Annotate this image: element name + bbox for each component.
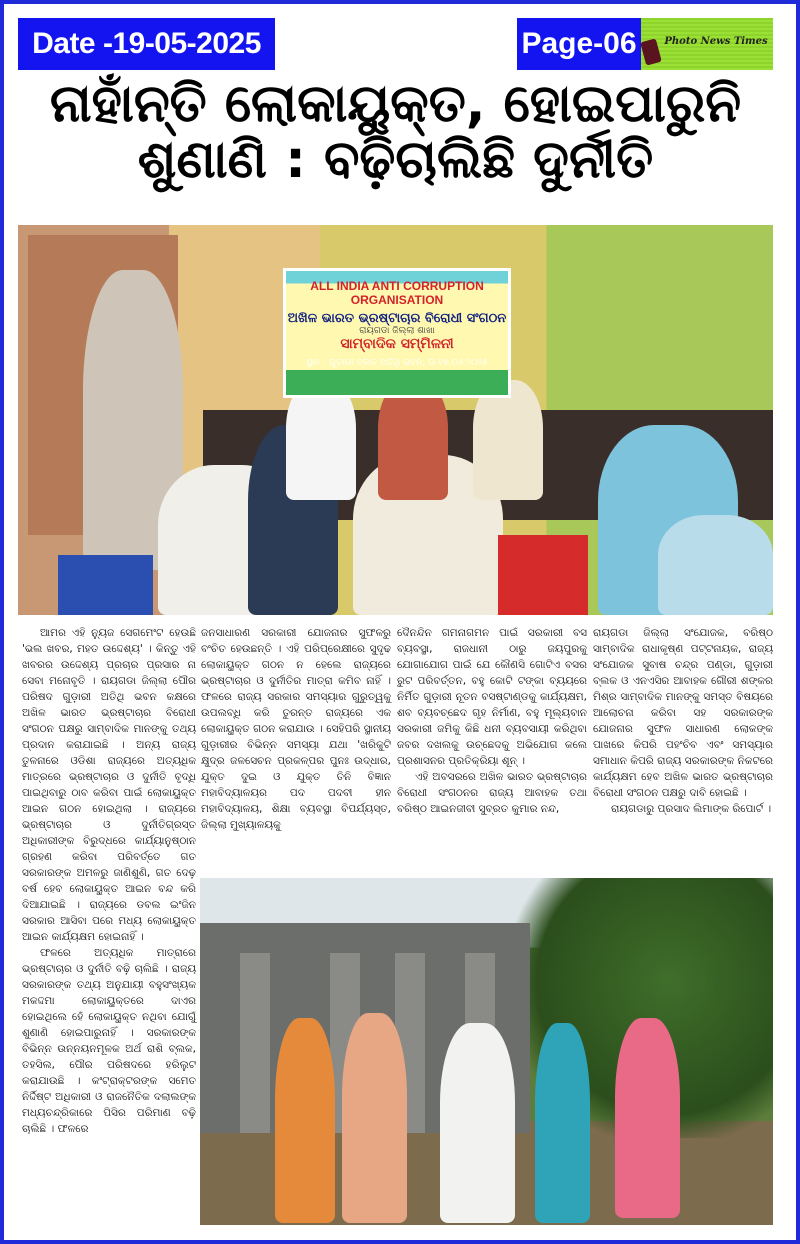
blue-chair: [58, 555, 153, 615]
panel-member: [286, 380, 356, 500]
person-standing: [440, 1023, 515, 1223]
article-column-3: [397, 625, 587, 817]
paragraph: ଏହି ଅବସରରେ ଅଖିଳ ଭାରତ ଭ୍ରଷ୍ଟାଚାର ବିରୋଧୀ ସଂଗଠନର ରାଜ୍ୟ ଆବାହକ ତଥା ବରିଷ୍ଠ ଆଇନଜୀବୀ ସୁବ୍ରତ କୁମାର ନନ୍ଦ,: [397, 771, 587, 815]
date-label: Date -19-05-2025: [18, 18, 275, 70]
paragraph: ଜନସାଧାରଣ ସରକାରୀ ଯୋଜନାର ସୁଫଳରୁ ବଂଚିତ ହେଉଛନ୍ତି । ଏହି ପରିପ୍ରେକ୍ଷୀରେ ସୁଦୃଢ ଲୋକାୟୁକ୍ତ ଗଠନ ନ ହେଲେ ରାଜ୍ୟରେ ଭ୍ରଷ୍ଟାଚାର ଓ ଦୁର୍ନୀତିର ମାତ୍ରା କମିବ ନାହିଁ । ଫଳରେ ରାଜ୍ୟ ସରକାର ସମସ୍ୟାର ଗୁରୁତ୍ୱକୁ ଉପଲବ୍ଧି କରି ତୁରନ୍ତ ରାଜ୍ୟରେ ଏକ ଲୋକାୟୁକ୍ତ ଗଠନ କରାଯାଉ । ସେହିପରି ସ୍ଥାନୀୟ ଗୁଡ଼ାରୀର ବିଭିନ୍ନ ସମସ୍ୟା ଯଥା 'ଖରିକୁଟି କ୍ଷୁଦ୍ର ଜଳସେଚନ ପ୍ରକଳ୍ପର ପୁନଃ ଉଦ୍ଧାର, ଯୁକ୍ତ ଦୁଇ ଓ ଯୁକ୍ତ ତିନି ବିଜ୍ଞାନ ମହାବିଦ୍ୟାଳୟର ପଦ ପଦବୀ ହୀନ ମହାବିଦ୍ୟାଳୟ, ଶିକ୍ଷା ବ୍ୟବସ୍ଥା ବିପର୍ଯ୍ୟସ୍ତ, ଜିଲ୍ଲା ମୁଖ୍ୟାଳୟକୁ: [201, 627, 391, 831]
paragraph: ଆମର ଏହି ନ୍ୟୁଜ ସେଗମେଂଟ ହେଉଛି 'ଭଲ ଖବର, ମହତ ଉଦ୍ଦେଶ୍ୟ' । କିନ୍ତୁ ଏହି ଖବରର ଉଦ୍ଦେଶ୍ୟ ପ୍ରଚାର ପ୍ରସାର ନା ସେବା ମନୋବୃତି । ରାୟଗଡା ଜିଲ୍ଲା ପୌର ପରିଷଦ ଗୁଡ଼ାରୀ ଅତିଥି ଭବନ କକ୍ଷରେ ଅଖିଳ ଭାରତ ଭ୍ରଷ୍ଟାଚାର ବିରୋଧୀ ସଂଗଠନ ପକ୍ଷରୁ ସାମ୍ବାଦିକ ମାନଙ୍କୁ ତଥ୍ୟ ପ୍ରଦାନ କରାଯାଇଛି । ଅନ୍ୟ ରାଜ୍ୟ ତୁଳନାରେ ଓଡିଶା ରାଜ୍ୟରେ ଅତ୍ୟଧିକ ମାତ୍ରରେ ଭ୍ରଷ୍ଟାଚାର ଓ ଦୁର୍ନୀତି ବୃଦ୍ଧି ପାଇଥିବାରୁ ଠାବ କରିବା ପାଇଁ ଲୋକାୟୁକ୍ତ ଆଇନ ଗଠନ ହୋଇଥିଲା । ରାଜ୍ୟରେ ଭ୍ରଷ୍ଟାଚାର ଓ ଦୁର୍ନୀତିଗ୍ରସ୍ତ ଅଧିକାରୀଙ୍କ ବିରୁଦ୍ଧରେ କାର୍ଯ୍ୟାନୁଷ୍ଠାନ ଗ୍ରହଣ କରିବା ପରିବର୍ତ୍ତେ ଗତ ସରକାରଙ୍କ ଅମଳରୁ ଜାଣିଶୁଣି, ଗତ ଦେଢ଼ ବର୍ଷ ହେବ ଲୋକାୟୁକ୍ତ ଆଇନ ବନ୍ଦ କରି ଦିଆଯାଇଛି । ରାଜ୍ୟରେ ଡବଲ ଇଂଜିନ ସରକାର ଆସିବା ପରେ ମଧ୍ୟ ଲୋକାୟୁକ୍ତ ଆଇନ କାର୍ଯ୍ୟକ୍ଷମ ହୋଇନାହିଁ ।: [22, 627, 196, 943]
audience-member: [658, 515, 773, 615]
camera-icon: [640, 38, 662, 65]
paragraph: ଦୈନନ୍ଦିନ ଗମନାଗମନ ପାଇଁ ସରକାରୀ ବସ ବ୍ୟବସ୍ଥା, ରାଜଧାନୀ ଠାରୁ ଜୟପୁରକୁ ଯୋଗାଯୋଗ ପାଇଁ ଯେ କୌଣସି ଗୋଟିଏ ବସର ରୁଟ ପରିବର୍ତ୍ତନ, ବହୁ କୋଟି ଟଙ୍କା ବ୍ୟୟରେ ନିର୍ମିତ ଗୁଡ଼ାରୀ ନୂତନ ବସଷ୍ଟାଣ୍ଡକୁ କାର୍ଯ୍ୟକ୍ଷମ, ଶବ ବ୍ୟବଚ୍ଛେଦ ଗୃହ ନିର୍ମାଣ, ବହୁ ମୂଲ୍ୟବାନ ସରକାରୀ ଜମିକୁ କିଛି ଧନୀ ବ୍ୟବସାୟୀ କରିଥିବା ଜବର ଦଖଲକୁ ଉଚ୍ଛେଦକୁ ଅଭିଯୋଗ କଲେ ପ୍ରଶାସନର ପ୍ରତିକ୍ରିୟା ଶୂନ୍ ।: [397, 627, 587, 767]
banner-english-title: ALL INDIA ANTI CORRUPTION ORGANISATION: [310, 279, 484, 307]
article-column-4: [593, 625, 773, 817]
banner-subtitle: ରାୟଗଡା ଜିଲ୍ଲା ଶାଖା: [359, 326, 435, 336]
banner-footer: ସ୍ଥାନ : ଗୁଡ଼ାରୀ ବ୍ଲକ ଅତିଥି ଭବନ, ତା-୧୭.୦୫.୨୦୨୫: [306, 358, 488, 368]
person-standing: [615, 1018, 680, 1218]
logo-text: Photo News Times: [664, 36, 768, 47]
banner-event-title: ସାମ୍ବାଦିକ ସମ୍ମିଳନୀ: [340, 336, 454, 352]
paragraph: ଫଳରେ ଅତ୍ୟଧିକ ମାତ୍ରାରେ ଭ୍ରଷ୍ଟାଚାର ଓ ଦୁର୍ନୀତି ବଢ଼ି ଚାଲିଛି । ରାଜ୍ୟ ସରକାରଙ୍କ ତଥ୍ୟ ଅନୁଯାୟୀ ବହୁସଂଖ୍ୟକ ମକଦ୍ଦମା ଲୋକାୟୁକ୍ତରେ ଦାଏର ହୋଇଥିଲେ ହେଁ ଲୋକାୟୁକ୍ତ ନଥିବା ଯୋଗୁଁ ଶୁଣାଣି ହୋଇପାରୁନାହିଁ । ସରକାରଙ୍କ ବିଭିନ୍ନ ଉନ୍ନୟନମୂଳକ ଅର୍ଥ ରାଶି ବ୍ଲକ, ତହସିଲ, ପୌର ପରିଷଦରେ ହରିଲୁଟ କରାଯାଉଛି । କଂଟ୍ରାକ୍ଟରଙ୍କ ସମେତ ନିର୍ଦ୍ଦିଷ୍ଟ ଅଧିକାରୀ ଓ ରାଜନୈତିକ ଦଲାଲଙ୍କ ମଧ୍ୟଚନ୍ଦ୍ରିକାରେ ପିସିର ପରିମାଣ ବଢ଼ି ଚାଲିଛି । ଫଳରେ: [22, 947, 196, 1135]
paragraph: ରାୟଗଡା ଜିଲ୍ଲା ସଂଯୋଜକ, ବରିଷ୍ଠ ସାମ୍ବାଦିକ ରାଧାକୃଷ୍ଣ ପଟ୍ଟନାୟକ, ରାଜ୍ୟ ସଂଯୋଜକ ସୁବାଷ ଚନ୍ଦ୍ର ପଣ୍ଡା, ଗୁଡ଼ାରୀ ବ୍ଲକ ଓ ଏନଏସିର ଆବାହକ ଗୌରୀ ଶଙ୍କର ମିଶ୍ର ସାମ୍ବାଦିକ ମାନଙ୍କୁ ସମସ୍ତ ବିଷୟରେ ଆଲୋଚନା କରିବା ସହ ସରକାରଙ୍କ ଯୋଜନାର ସୁଫଳ ସାଧାରଣ ଲୋକଙ୍କ ପାଖରେ କିପରି ପହଂଚିବ ଏବଂ ସମସ୍ୟାର ସମାଧାନ କିପରି ରାଜ୍ୟ ସରକାରଙ୍କ ନିକଟରେ କାର୍ଯ୍ୟକ୍ଷମ ହେବ ଅଖିଳ ଭାରତ ଭ୍ରଷ୍ଟାଚାର ବିରୋଧୀ ସଂଗଠନ ପକ୍ଷରୁ ଦାବି ହୋଇଛି ।: [593, 627, 773, 799]
reporter-credit: ରାୟଗଡାରୁ ପ୍ରସାଦ ଲିମାଙ୍କ ରିପୋର୍ଟ ।: [611, 803, 772, 815]
banner-odia-title: ଅଖିଳ ଭାରତ ଭ୍ରଷ୍ଟାଚାର ବିରୋଧୀ ସଂଗଠନ: [287, 311, 507, 326]
photo-news-times-logo: [641, 18, 773, 70]
headline-line-1: ନାହାଁନ୍ତି ଲୋକାୟୁକ୍ତ, ହୋଇପାରୁନି: [49, 74, 742, 134]
person-standing: [275, 1018, 335, 1223]
organisation-banner: [283, 268, 511, 398]
water-tank-photo: [200, 878, 773, 1225]
person-standing: [535, 1023, 590, 1223]
panel-member: [473, 380, 543, 500]
headline: [18, 76, 773, 188]
red-chair: [498, 535, 588, 615]
headline-line-2: ଶୁଣାଣି : ବଢ଼ିଚାଲିଛି ଦୁର୍ନୀତି: [137, 130, 654, 190]
article-column-1: [22, 625, 196, 1137]
article-column-2: [201, 625, 391, 833]
page-number-label: Page-06: [517, 18, 641, 70]
person-standing: [342, 1013, 407, 1223]
panel-member: [378, 380, 448, 500]
